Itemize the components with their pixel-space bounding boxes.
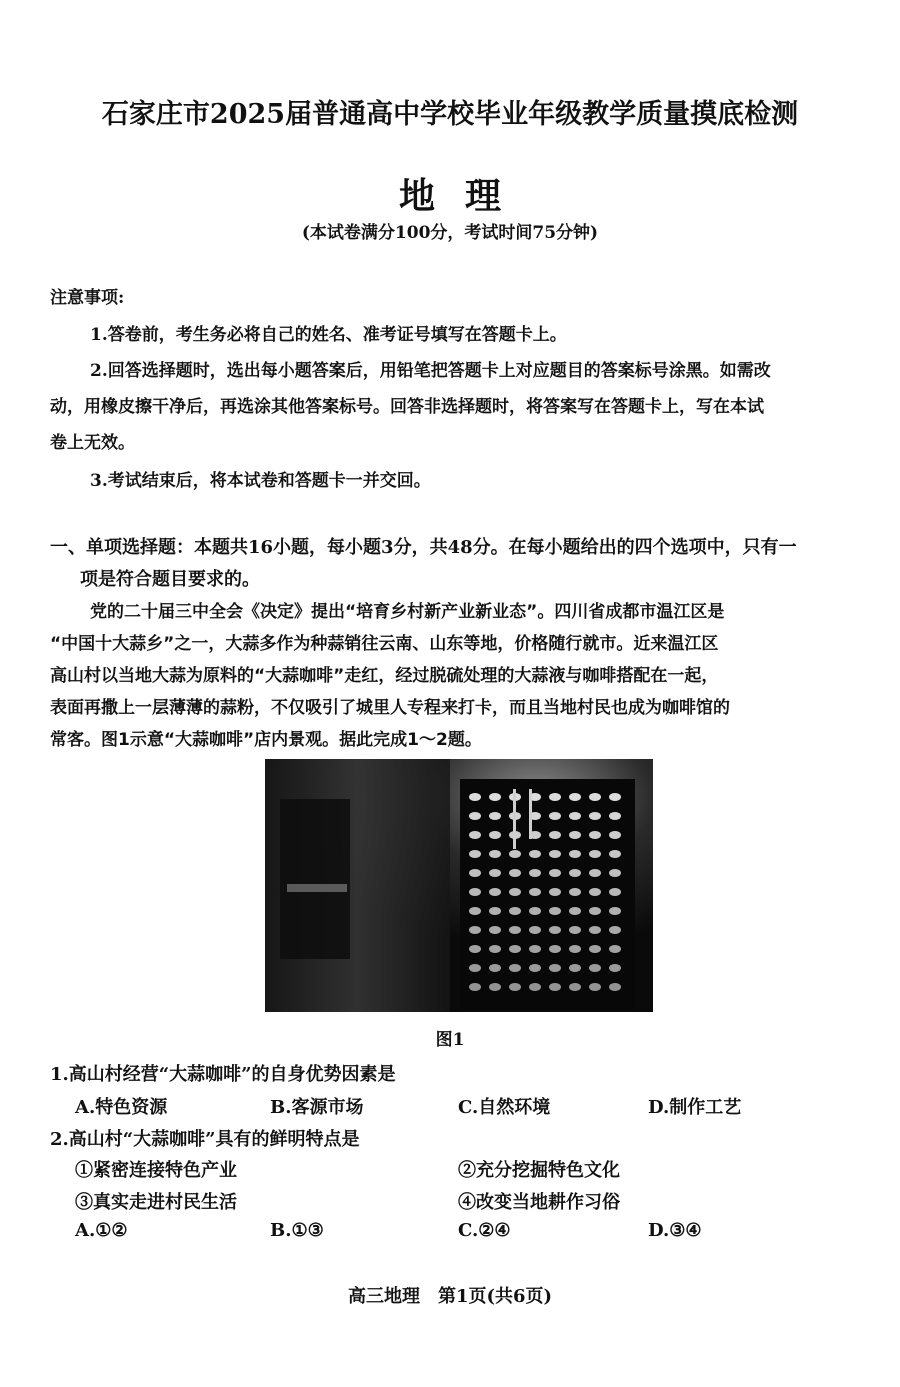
bottle [489,907,501,915]
bottle [549,869,561,877]
bottle [469,964,481,972]
question-2-statement-3: ③真实走进村民生活 [75,1192,237,1213]
subject-title: 地理 [398,175,531,217]
bottle [609,793,621,801]
notice-item-2-line-3: 卷上无效。 [50,433,135,453]
bottle [489,793,501,801]
bottle [469,983,481,991]
bottle [569,812,581,820]
bottle [609,850,621,858]
bottle [529,907,541,915]
question-2-stem: 2.高山村“大蒜咖啡”具有的鲜明特点是 [50,1129,360,1150]
bottle [589,945,601,953]
bottle [549,888,561,896]
exam-title: 石家庄市2025届普通高中学校毕业年级教学质量摸底检测 [101,99,799,130]
bottle [549,831,561,839]
bottle [609,812,621,820]
bottle [529,888,541,896]
bottle [569,850,581,858]
bottle [489,812,501,820]
question-1-option-d[interactable]: D.制作工艺 [648,1097,742,1118]
notice-item-3: 3.考试结束后，将本试卷和答题卡一并交回。 [90,471,431,491]
bottle [609,831,621,839]
section-heading-line-1: 一、单项选择题：本题共16小题，每小题3分，共48分。在每小题给出的四个选项中，只有一 [50,537,797,558]
bottle [609,907,621,915]
bottle [589,964,601,972]
bottle [469,888,481,896]
question-2-option-a[interactable]: A.①② [75,1220,128,1241]
bottle [469,812,481,820]
bottle [509,850,521,858]
hanging-light-cord [513,789,516,849]
bottle [529,850,541,858]
passage-line-2: “中国十大蒜乡”之一，大蒜多作为种蒜销往云南、山东等地，价格随行就市。近来温江区 [50,634,719,654]
bottle [549,793,561,801]
bottle [589,812,601,820]
question-2-option-c[interactable]: C.②④ [458,1220,511,1241]
section-heading [50,532,865,596]
bottle [529,983,541,991]
bottle [589,793,601,801]
bottle [529,964,541,972]
page-footer: 高三地理 第1页(共6页) [347,1286,553,1307]
passage-line-1: 党的二十届三中全会《决定》提出“培育乡村新产业新业态”。四川省成都市温江区是 [90,602,725,622]
question-2-statement-1: ①紧密连接特色产业 [75,1160,237,1181]
bottle [569,983,581,991]
bottle [589,869,601,877]
bottle [469,793,481,801]
bottle [469,850,481,858]
bottle-shelf [460,779,635,1009]
notice-heading: 注意事项: [50,288,125,308]
bottle [589,907,601,915]
bottle [469,869,481,877]
bottle [529,945,541,953]
notice-item-2-line-1: 2.回答选择题时，选出每小题答案后，用铅笔把答题卡上对应题目的答案标号涂黑。如需改 [90,361,771,381]
bottle [509,926,521,934]
bottle [469,945,481,953]
bottle [609,945,621,953]
bottle [569,926,581,934]
bottle [489,983,501,991]
bottle [549,850,561,858]
wall-sign-text [287,884,347,892]
hanging-light-cord-2 [529,789,532,839]
question-2-option-b[interactable]: B.①③ [270,1220,324,1241]
section-heading-line-2: 项是符合题目要求的。 [80,569,260,590]
bottle [489,850,501,858]
bottle [529,869,541,877]
wall-sign-panel [280,799,350,959]
bottle [569,831,581,839]
bottle [509,983,521,991]
bottle [549,945,561,953]
question-2-option-d[interactable]: D.③④ [648,1220,702,1241]
bottle [529,926,541,934]
question-2-statement-4: ④改变当地耕作习俗 [458,1192,620,1213]
question-1-stem: 1.高山村经营“大蒜咖啡”的自身优势因素是 [50,1064,396,1085]
bottle [549,812,561,820]
bottle [509,964,521,972]
bottle [549,926,561,934]
bottle [489,964,501,972]
figure-caption: 图1 [435,1030,465,1050]
bottle [609,888,621,896]
bottle [569,907,581,915]
bottle [509,907,521,915]
question-1-option-b[interactable]: B.客源市场 [270,1097,364,1118]
bottle [609,926,621,934]
passage-line-3: 高山村以当地大蒜为原料的“大蒜咖啡”走红，经过脱硫处理的大蒜液与咖啡搭配在一起， [50,666,719,686]
bottle [549,964,561,972]
bottle [489,888,501,896]
score-time-note: (本试卷满分100分，考试时间75分钟) [301,223,599,243]
bottle [489,869,501,877]
question-2-statement-2: ②充分挖掘特色文化 [458,1160,620,1181]
passage-line-5: 常客。图1示意“大蒜咖啡”店内景观。据此完成1～2题。 [50,730,482,750]
notice-item-1: 1.答卷前，考生务必将自己的姓名、准考证号填写在答题卡上。 [90,325,567,345]
photo-illustration [265,759,653,1012]
bottle [609,869,621,877]
bottle [589,926,601,934]
bottle [569,793,581,801]
garlic-coffee-shop-photo [265,759,653,1012]
bottle [569,945,581,953]
bottle [589,983,601,991]
bottle [469,907,481,915]
bottle [569,964,581,972]
bottle [569,888,581,896]
question-1-option-a[interactable]: A.特色资源 [75,1097,168,1118]
bottle [469,831,481,839]
bottle [609,964,621,972]
bottle [509,945,521,953]
question-1-option-c[interactable]: C.自然环境 [458,1097,551,1118]
bottle [489,926,501,934]
bottle [509,888,521,896]
bottle [589,888,601,896]
bottle [609,983,621,991]
passage-line-4: 表面再撒上一层薄薄的蒜粉，不仅吸引了城里人专程来打卡，而且当地村民也成为咖啡馆的 [50,698,730,718]
bottle [469,926,481,934]
bottle [589,850,601,858]
notice-item-2-line-2: 动，用橡皮擦干净后，再选涂其他答案标号。回答非选择题时，将答案写在答题卡上，写在本试 [50,397,764,417]
bottle [489,945,501,953]
bottle [509,869,521,877]
bottle [489,831,501,839]
bottle [589,831,601,839]
bottle [549,907,561,915]
bottle [549,983,561,991]
bottle [569,869,581,877]
